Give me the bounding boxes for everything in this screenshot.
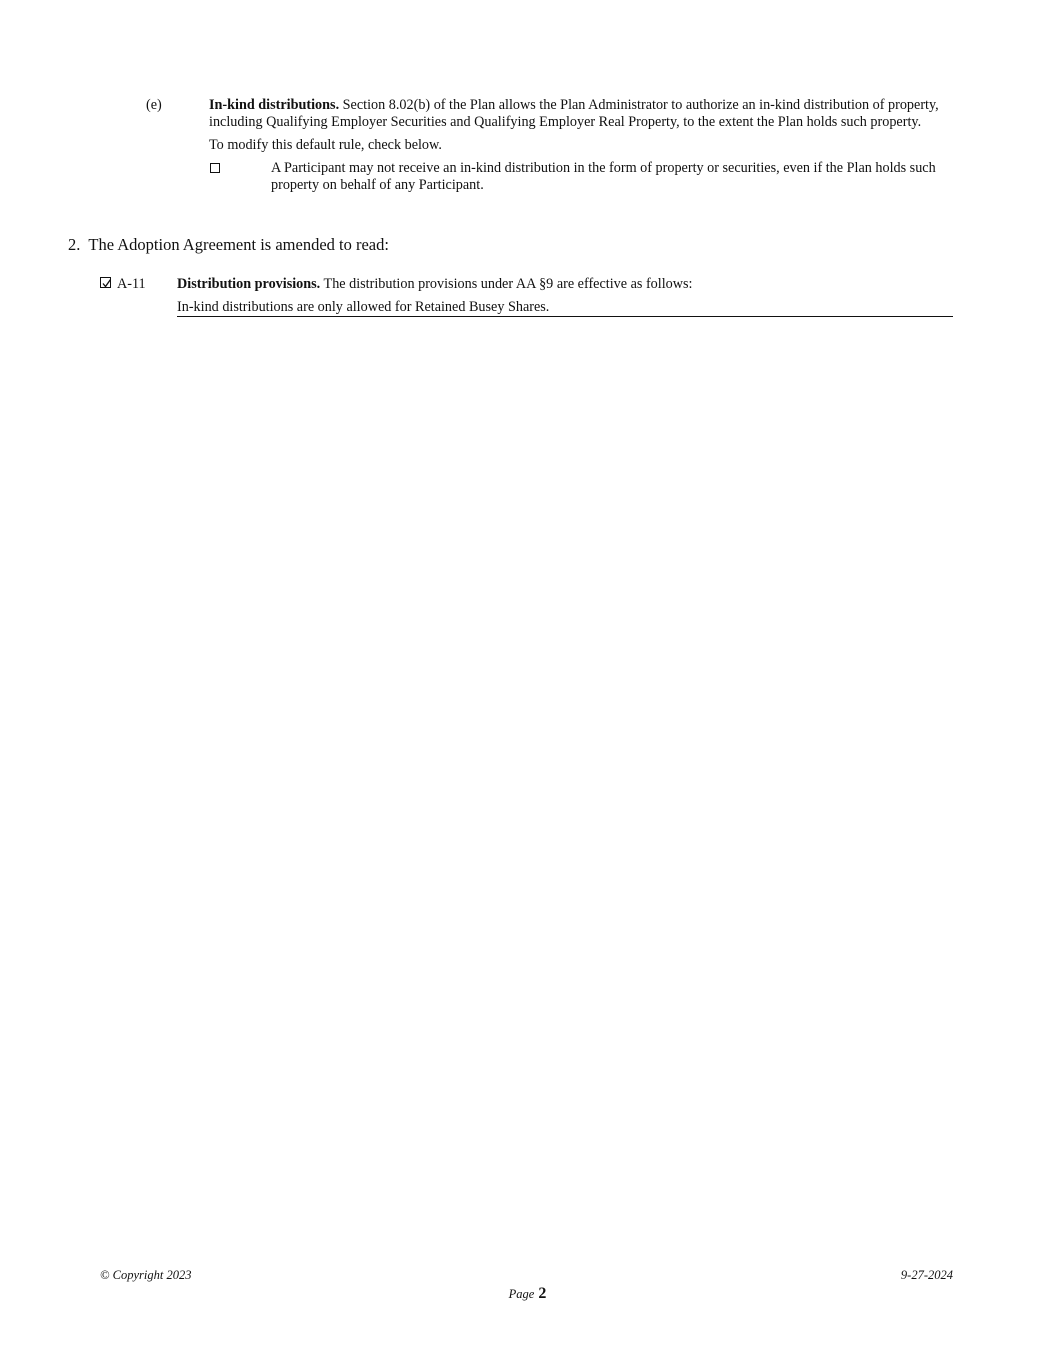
page-label: Page [508,1287,535,1301]
a11-heading: Distribution provisions. [177,276,321,292]
amendment-number: 2. [68,235,81,254]
footer-page-number [0,1285,1055,1303]
amendment-title [68,235,389,255]
a11-answer-field[interactable]: In-kind distributions are only allowed for Retained Busey Shares. [177,299,953,317]
footer-date: 9-27-2024 [900,1268,953,1282]
page-number: 2 [538,1285,547,1302]
section-e-marker: (e) [146,97,162,113]
a11-description: The distribution provisions under AA §9 are effective as follows: [320,276,693,292]
section-e-text: Section 8.02(b) of the Plan allows the Plan Administrator to authorize an in-kind distribution of property, including Qualifying Employer Securities and Qualifying Employer Real Property, to the extent the Plan holds such property. [209,97,939,130]
section-e-heading: In-kind distributions. [209,97,340,113]
option-checkbox[interactable] [210,163,220,173]
amendment-title-text: The Adoption Agreement is amended to read: [88,235,389,254]
option-text: A Participant may not receive an in-kind distribution in the form of property or securities, even if the Plan holds such property on behalf of any Participant. [271,160,936,193]
footer-copyright: © Copyright 2023 [100,1268,192,1282]
section-e-body [209,97,954,194]
a11-text [177,276,953,293]
modify-instruction: To modify this default rule, check below. [209,137,442,153]
in-kind-option [209,160,954,194]
checked-checkbox-icon[interactable] [100,277,111,288]
a11-code: A-11 [117,276,146,292]
section-e-paragraph [209,97,954,131]
